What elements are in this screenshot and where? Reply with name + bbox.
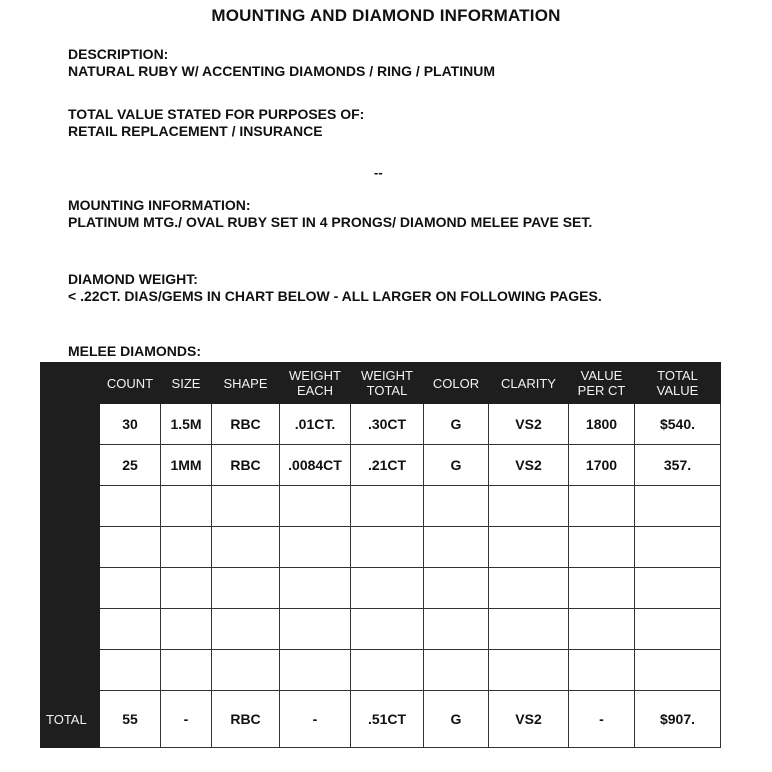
row-side-cell [41,650,100,691]
row-side-cell [41,527,100,568]
total-size: - [161,691,212,748]
cell-shape: RBC [212,404,280,445]
total-color: G [424,691,489,748]
cell-color [424,568,489,609]
cell-value-per-ct [569,609,635,650]
diamond-weight-section [68,271,602,305]
cell-shape: RBC [212,445,280,486]
cell-count: 25 [100,445,161,486]
cell-color [424,486,489,527]
cell-size [161,568,212,609]
header-line-1: VALUE [580,368,623,383]
cell-total-value [635,486,721,527]
header-line-2: PER CT [577,383,626,398]
cell-shape [212,568,280,609]
cell-weight-total [351,527,424,568]
cell-total-value [635,568,721,609]
header-line-1: WEIGHT [361,368,413,383]
row-side-cell [41,609,100,650]
total-value-per-ct: - [569,691,635,748]
header-weight-total [351,363,424,404]
total-clarity: VS2 [489,691,569,748]
header-line-1: COUNT [106,375,154,391]
cell-color [424,650,489,691]
cell-weight-each: .01CT. [280,404,351,445]
diamond-weight-value: < .22CT. DIAS/GEMS IN CHART BELOW - ALL LARGER ON FOLLOWING PAGES. [68,288,602,304]
header-line-1: WEIGHT [289,368,341,383]
cell-color [424,609,489,650]
table-body [41,404,721,748]
cell-clarity [489,650,569,691]
cell-shape [212,609,280,650]
cell-weight-each: .0084CT [280,445,351,486]
table-row [41,650,721,691]
cell-size: 1MM [161,445,212,486]
cell-weight-total [351,650,424,691]
header-shape [212,363,280,404]
table-row [41,527,721,568]
header-weight-each [280,363,351,404]
header-value-per-ct [569,363,635,404]
cell-shape [212,486,280,527]
table-row [41,609,721,650]
melee-table-container [40,362,721,748]
total-value-section [68,106,364,140]
total-weight-total: .51CT [351,691,424,748]
cell-count [100,650,161,691]
cell-total-value [635,527,721,568]
cell-size [161,650,212,691]
cell-weight-each [280,527,351,568]
melee-diamonds-label: MELEE DIAMONDS: [68,343,201,359]
header-line-1: CLARITY [501,375,556,391]
cell-weight-total: .21CT [351,445,424,486]
row-side-cell [41,486,100,527]
total-row [41,691,721,748]
cell-size [161,609,212,650]
cell-weight-each [280,609,351,650]
cell-total-value [635,609,721,650]
melee-diamonds-table [40,362,721,748]
cell-value-per-ct [569,486,635,527]
cell-clarity [489,486,569,527]
table-header-row [41,363,721,404]
cell-total-value: 357. [635,445,721,486]
cell-count: 30 [100,404,161,445]
header-line-1: COLOR [432,375,480,391]
cell-color: G [424,404,489,445]
header-side-cell [41,363,100,404]
description-section [68,46,495,80]
cell-clarity [489,527,569,568]
cell-clarity: VS2 [489,445,569,486]
header-line-1: SIZE [171,375,201,391]
header-line-1: TOTAL [657,368,698,383]
cell-value-per-ct [569,650,635,691]
cell-count [100,609,161,650]
mounting-section [68,197,592,231]
table-row [41,445,721,486]
cell-size: 1.5M [161,404,212,445]
header-line-2: TOTAL [366,383,408,398]
row-side-cell [41,445,100,486]
document-title: MOUNTING AND DIAMOND INFORMATION [211,6,561,25]
cell-weight-each [280,568,351,609]
row-side-cell [41,568,100,609]
row-side-cell [41,404,100,445]
table-row [41,404,721,445]
description-label: DESCRIPTION: [68,46,169,62]
diamond-weight-label: DIAMOND WEIGHT: [68,271,198,287]
header-color [424,363,489,404]
header-clarity [489,363,569,404]
cell-size [161,486,212,527]
header-line-1: SHAPE [223,375,268,391]
table-row [41,568,721,609]
total-value-value: RETAIL REPLACEMENT / INSURANCE [68,123,323,139]
cell-clarity: VS2 [489,404,569,445]
cell-count [100,568,161,609]
cell-color [424,527,489,568]
cell-weight-each [280,486,351,527]
cell-weight-total: .30CT [351,404,424,445]
cell-shape [212,650,280,691]
cell-color: G [424,445,489,486]
cell-weight-total [351,568,424,609]
total-value-label: TOTAL VALUE STATED FOR PURPOSES OF: [68,106,365,122]
separator-dash: -- [374,165,383,180]
total-weight-each: - [280,691,351,748]
total-label: TOTAL [41,691,100,748]
header-count [100,363,161,404]
cell-value-per-ct: 1700 [569,445,635,486]
cell-size [161,527,212,568]
cell-value-per-ct [569,527,635,568]
cell-clarity [489,568,569,609]
description-value: NATURAL RUBY W/ ACCENTING DIAMONDS / RING / PLATINUM [68,63,495,79]
cell-count [100,527,161,568]
total-count: 55 [100,691,161,748]
mounting-label: MOUNTING INFORMATION: [68,197,251,213]
cell-clarity [489,609,569,650]
total-total-value: $907. [635,691,721,748]
table-row [41,486,721,527]
cell-value-per-ct: 1800 [569,404,635,445]
cell-shape [212,527,280,568]
header-line-2: VALUE [656,383,699,398]
header-line-2: EACH [296,383,334,398]
cell-total-value [635,650,721,691]
cell-count [100,486,161,527]
header-size [161,363,212,404]
cell-weight-total [351,486,424,527]
cell-weight-each [280,650,351,691]
total-shape: RBC [212,691,280,748]
cell-weight-total [351,609,424,650]
cell-value-per-ct [569,568,635,609]
mounting-value: PLATINUM MTG./ OVAL RUBY SET IN 4 PRONGS/ DIAMOND MELEE PAVE SET. [68,214,593,230]
header-total-value [635,363,721,404]
cell-total-value: $540. [635,404,721,445]
